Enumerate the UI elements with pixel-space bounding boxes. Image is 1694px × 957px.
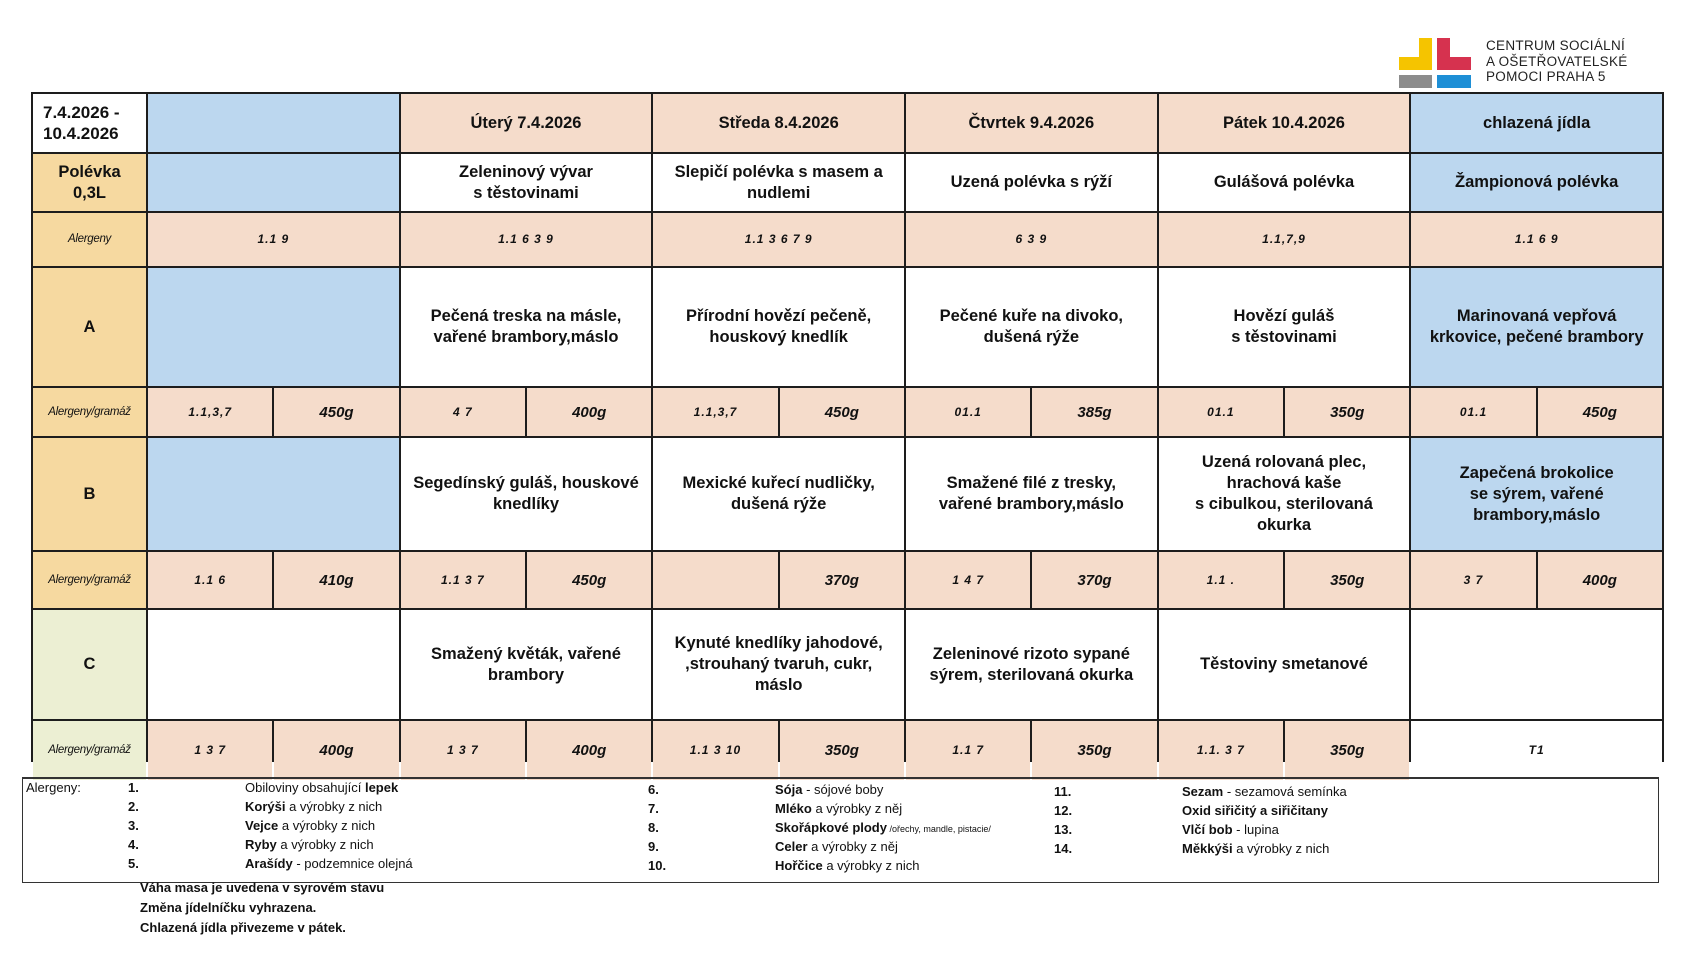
allergen-text-pre: Obiloviny obsahující [245,780,365,795]
allergen-text-rest: - lupina [1232,822,1279,837]
allergen-number: 10. [648,858,667,873]
allergen-item [1182,784,1347,800]
meal-a-allergens: 01.1 [1411,388,1535,436]
allergen-number: 1. [128,780,139,795]
meal-b-dish: Uzená rolovaná plec, hrachová kaše s cibulkou, sterilovaná okurka [1159,438,1410,550]
allergen-text-bold2: lepek [364,780,399,795]
meal-a-dish [148,268,399,386]
allergen-number: 8. [648,820,659,835]
row-label-soup: Polévka 0,3L [33,154,146,211]
note: Chlazená jídla přivezeme v pátek. [140,920,346,935]
meal-c-dish: Těstoviny smetanové [1159,610,1410,719]
meal-a-dish: Marinovaná vepřová krkovice, pečené brambory [1411,268,1662,386]
allergen-item [775,839,898,855]
day-header: Čtvrtek 9.4.2026 [906,94,1157,152]
allergen-item [245,837,374,853]
row-label-allergens-weight: Alergeny/gramáž [33,388,146,436]
row-label-allergens-weight: Alergeny/gramáž [33,721,146,780]
meal-a-weight: 385g [1032,388,1156,436]
meal-b-dish: Segedínský guláš, houskové knedlíky [401,438,652,550]
row-label-allergens-weight: Alergeny/gramáž [33,552,146,608]
meal-b-weight: 410g [274,552,398,608]
org-line: CENTRUM SOCIÁLNÍ [1486,38,1626,53]
allergen-legend [22,777,1659,883]
allergen-item [1182,841,1329,857]
allergen-text-bold: Hořčice [775,858,823,873]
allergen-text-rest: - sójové boby [802,782,884,797]
meal-c-dish: Smažený květák, vařené brambory [401,610,652,719]
row-label-meal-a: A [33,268,146,386]
meal-a-allergens: 4 7 [401,388,525,436]
meal-c-allergens: 1 3 7 [401,721,525,780]
meal-a-allergens: 01.1 [906,388,1030,436]
allergen-text-small: /ořechy, mandle, pistacie/ [886,824,991,834]
meal-c-allergens: 1.1. 3 7 [1159,721,1283,780]
allergen-text-bold: Korýši [245,799,286,814]
meal-b-allergens [653,552,777,608]
soup-dish: Zeleninový vývar s těstovinami [401,154,652,211]
allergen-item [245,856,413,872]
meal-a-weight: 400g [527,388,651,436]
allergen-item [245,780,398,796]
date-range: 7.4.2026 - 10.4.2026 [33,94,146,152]
allergen-text-rest: a výrobky z nich [1232,841,1330,856]
meal-b-weight: 350g [1285,552,1409,608]
meal-c-weight: 400g [274,721,398,780]
note: Změna jídelníčku vyhrazena. [140,900,317,915]
allergen-text-rest: - sezamová semínka [1223,784,1347,799]
org-line: POMOCI PRAHA 5 [1486,69,1606,84]
allergen-number: 2. [128,799,139,814]
allergen-text-rest: a výrobky z nich [285,799,383,814]
allergen-number: 4. [128,837,139,852]
day-header [148,94,399,152]
soup-allergens: 1.1 6 3 9 [401,213,652,266]
meal-c-dish: Kynuté knedlíky jahodové, ,strouhaný tvaruh, cukr, máslo [653,610,904,719]
meal-b-allergens: 3 7 [1411,552,1535,608]
meal-b-allergens: 1 4 7 [906,552,1030,608]
allergen-item [245,818,375,834]
meal-a-dish: Pečené kuře na divoko, dušená rýže [906,268,1157,386]
meal-b-weight: 370g [780,552,904,608]
meal-c-allergens: 1.1 7 [906,721,1030,780]
soup-allergens: 1.1 6 9 [1411,213,1662,266]
organization-name [1486,38,1628,85]
allergen-text-bold: Ryby [245,837,277,852]
allergen-item [1182,822,1279,838]
meal-b-allergens: 1.1 3 7 [401,552,525,608]
meal-b-dish: Mexické kuřecí nudličky, dušená rýže [653,438,904,550]
org-line: A OŠETŘOVATELSKÉ [1486,53,1628,69]
meal-c-dish [148,610,399,719]
meal-a-allergens: 1.1,3,7 [653,388,777,436]
meal-c-dish [1411,610,1662,719]
meal-c-weight: 350g [780,721,904,780]
meal-a-dish: Pečená treska na másle, vařené brambory,máslo [401,268,652,386]
meal-b-allergens: 1.1 . [1159,552,1283,608]
allergen-text-bold: Skořápkové plody [775,820,887,835]
allergen-text-rest: - podzemnice olejná [292,856,413,871]
meal-b-weight: 450g [527,552,651,608]
organization-logo [1399,38,1471,88]
meal-a-allergens: 1.1,3,7 [148,388,272,436]
meal-a-allergens: 01.1 [1159,388,1283,436]
allergen-number: 13. [1054,822,1073,837]
allergen-text-bold: Vlčí bob [1182,822,1233,837]
soup-dish: Slepičí polévka s masem a nudlemi [653,154,904,211]
soup-allergens: 1.1 3 6 7 9 [653,213,904,266]
allergen-item [245,799,382,815]
allergen-number: 12. [1054,803,1073,818]
allergen-item [1182,803,1328,819]
allergen-number: 11. [1054,784,1072,799]
meal-a-dish: Hovězí guláš s těstovinami [1159,268,1410,386]
allergen-text-bold: Mléko [775,801,812,816]
allergen-number: 6. [648,782,659,797]
meal-c-weight: 350g [1285,721,1409,780]
allergen-number: 7. [648,801,659,816]
allergen-number: 5. [128,856,139,871]
meal-a-weight: 450g [780,388,904,436]
allergen-text-bold: Měkkýši [1182,841,1233,856]
note: Váha masa je uvedena v syrovém stavu [140,880,385,895]
allergen-text-bold: Oxid siřičitý a siřičitany [1182,803,1328,818]
meal-a-weight: 450g [1538,388,1662,436]
meal-c-weight: 400g [527,721,651,780]
allergen-item [775,820,991,837]
allergen-number: 14. [1054,841,1073,856]
allergen-text-rest: a výrobky z něj [811,801,903,816]
allergen-text-rest: a výrobky z nich [276,837,374,852]
allergen-item [775,858,920,874]
meal-c-dish: Zeleninové rizoto sypané sýrem, sterilovaná okurka [906,610,1157,719]
soup-dish: Gulášová polévka [1159,154,1410,211]
day-header: Pátek 10.4.2026 [1159,94,1410,152]
meal-c-code: T1 [1411,721,1662,780]
soup-dish: Uzená polévka s rýží [906,154,1157,211]
meal-a-weight: 350g [1285,388,1409,436]
meal-a-weight: 450g [274,388,398,436]
meal-c-weight: 350g [1032,721,1156,780]
allergen-number: 3. [128,818,139,833]
meal-b-weight: 400g [1538,552,1662,608]
legend-title: Alergeny: [26,780,81,795]
row-label-meal-b: B [33,438,146,550]
allergen-text-rest: a výrobky z nich [822,858,920,873]
meal-b-weight: 370g [1032,552,1156,608]
soup-dish [148,154,399,211]
allergen-text-bold: Sezam [1182,784,1224,799]
row-label-soup-allergens: Alergeny [33,213,146,266]
allergen-text-rest: a výrobky z nich [278,818,376,833]
weekly-menu-table [31,92,1664,762]
meal-b-dish: Smažené filé z tresky, vařené brambory,máslo [906,438,1157,550]
allergen-text-rest: a výrobky z něj [807,839,898,854]
meal-a-dish: Přírodní hovězí pečeně, houskový knedlík [653,268,904,386]
soup-allergens: 1.1 9 [148,213,399,266]
allergen-item [775,782,883,798]
day-header: chlazená jídla [1411,94,1662,152]
allergen-text-bold: Sója [775,782,803,797]
meal-b-dish [148,438,399,550]
allergen-text-bold: Celer [775,839,808,854]
day-header: Úterý 7.4.2026 [401,94,652,152]
row-label-meal-c: C [33,610,146,719]
meal-c-allergens: 1 3 7 [148,721,272,780]
allergen-text-bold: Vejce [245,818,279,833]
allergen-text-bold: Arašídy [245,856,293,871]
soup-dish: Žampionová polévka [1411,154,1662,211]
allergen-number: 9. [648,839,659,854]
allergen-item [775,801,902,817]
soup-allergens: 6 3 9 [906,213,1157,266]
meal-b-dish: Zapečená brokolice se sýrem, vařené brambory,máslo [1411,438,1662,550]
meal-b-allergens: 1.1 6 [148,552,272,608]
soup-allergens: 1.1,7,9 [1159,213,1410,266]
day-header: Středa 8.4.2026 [653,94,904,152]
meal-c-allergens: 1.1 3 10 [653,721,777,780]
